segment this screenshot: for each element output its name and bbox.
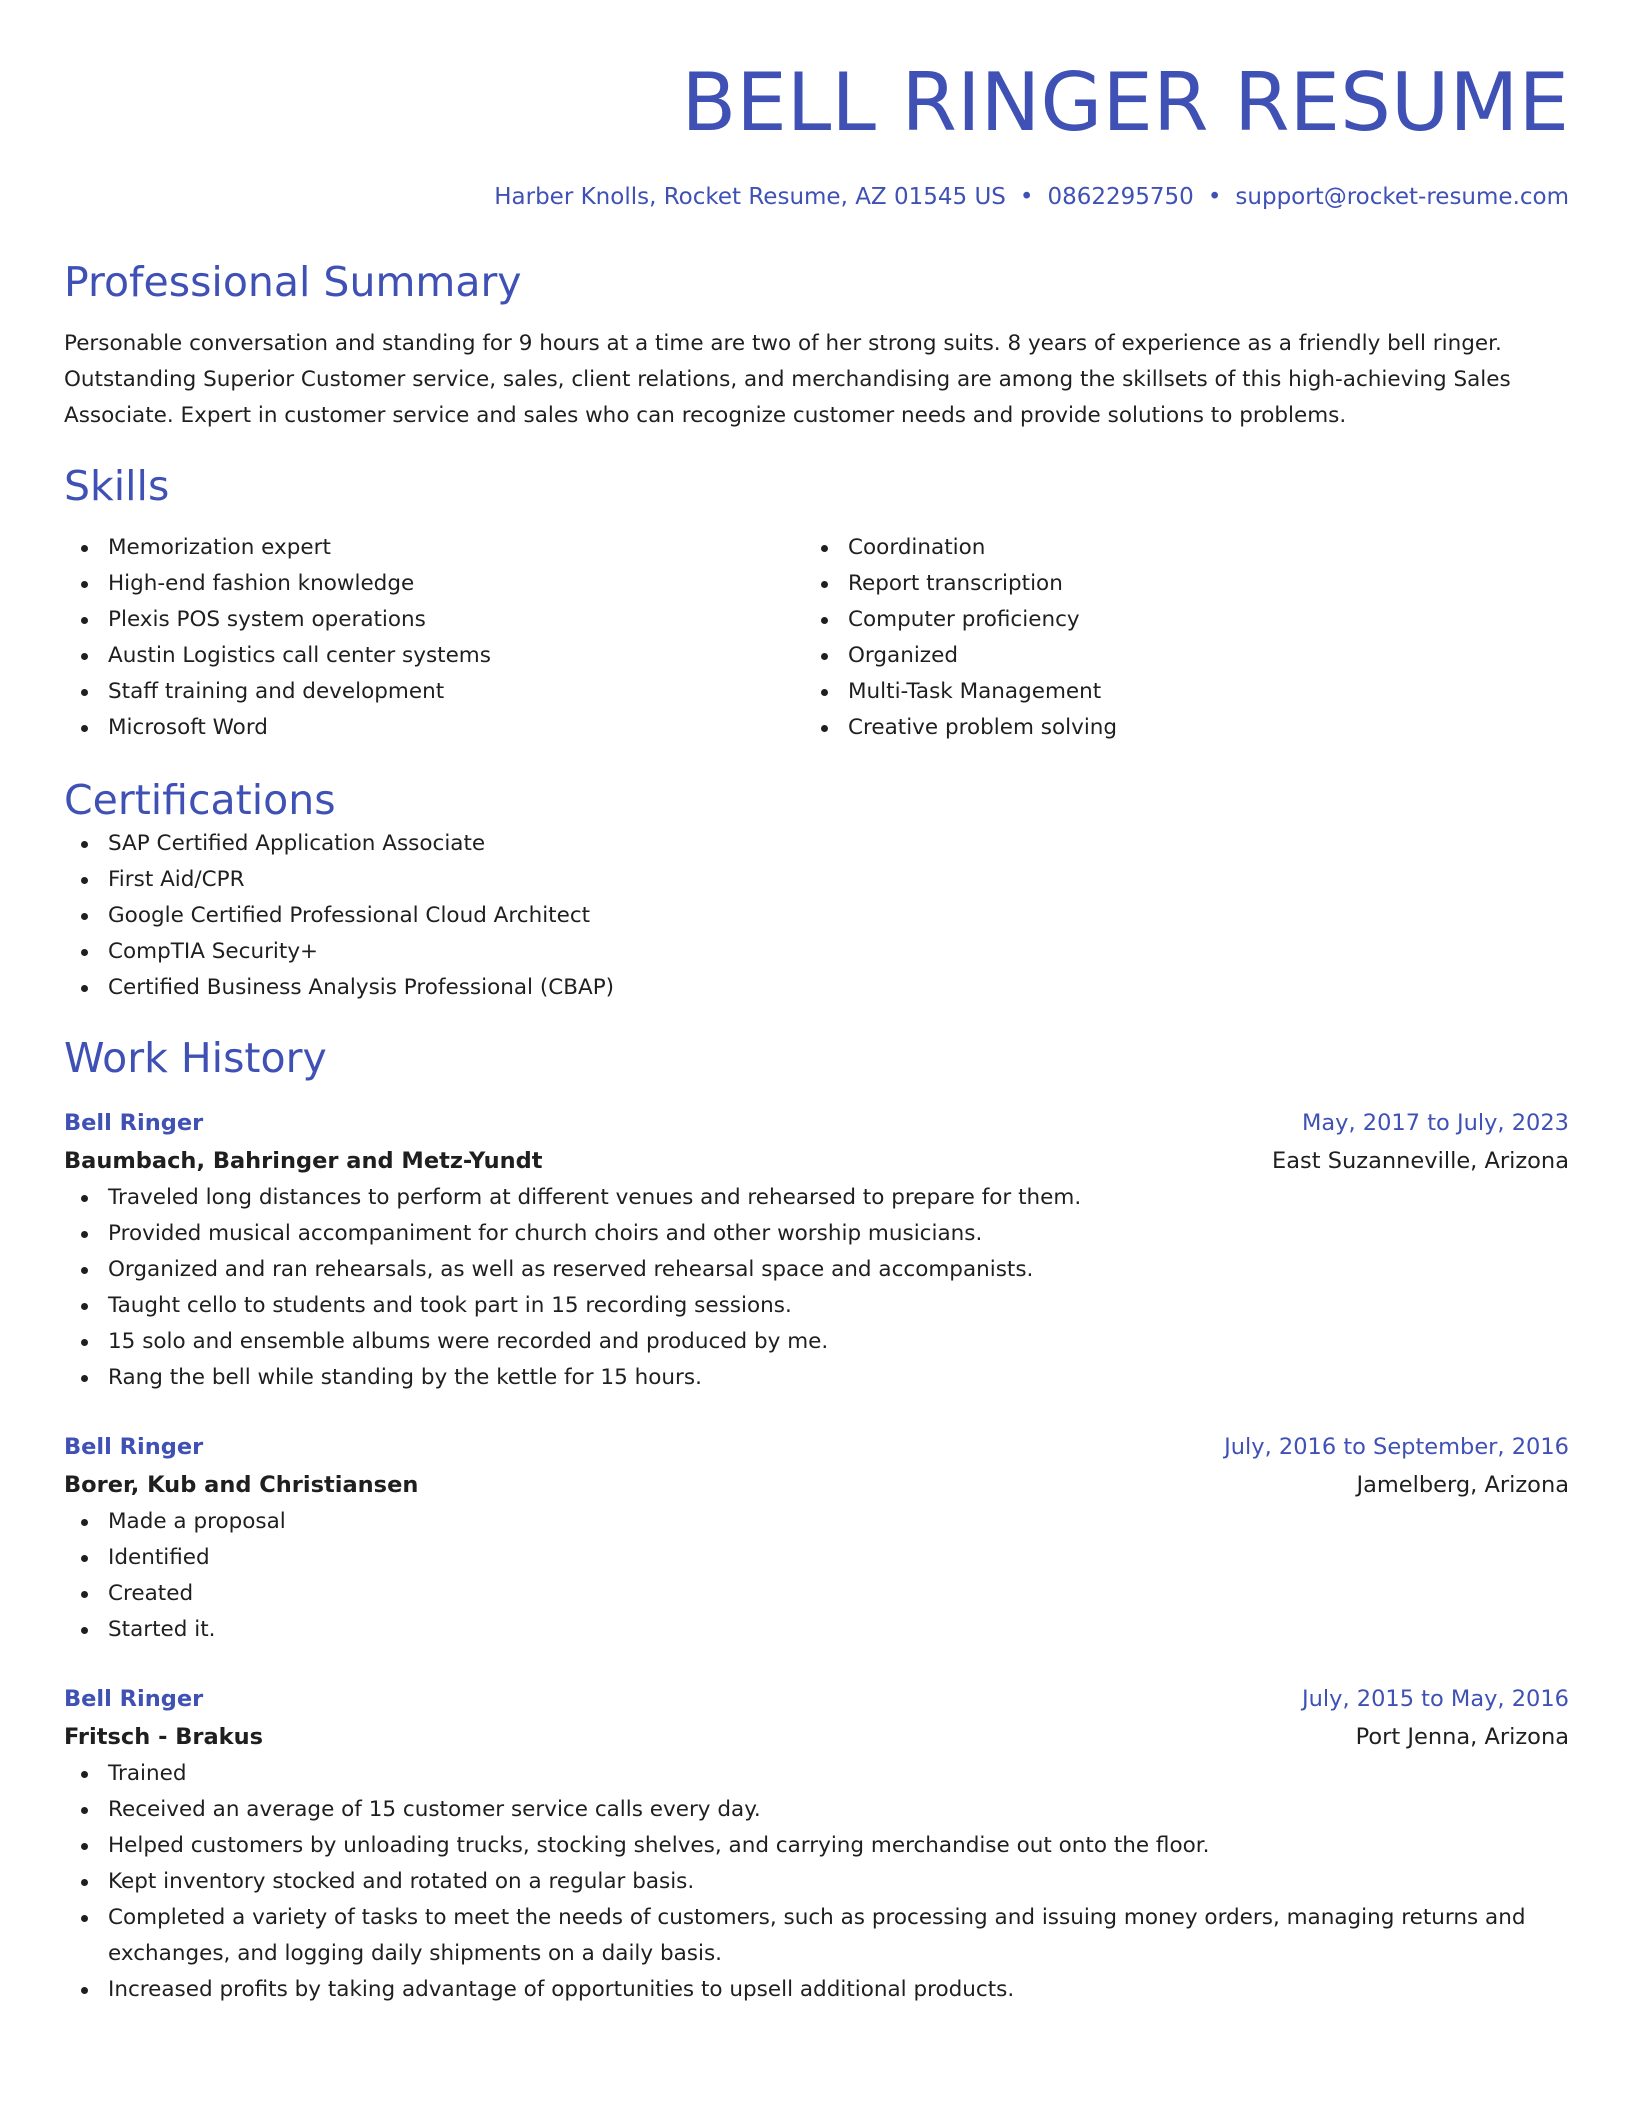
job-role: Bell Ringer [64, 1686, 204, 1712]
work-history-heading: Work History [64, 1034, 327, 1082]
job-bullet: Started it. [64, 1612, 1569, 1648]
certification-item: Certified Business Analysis Professional (CBAP) [64, 970, 1569, 1006]
job-role: Bell Ringer [64, 1434, 204, 1460]
job-location: Port Jenna, Arizona [1355, 1724, 1569, 1750]
job-dates: July, 2015 to May, 2016 [1301, 1686, 1569, 1712]
certifications-list [64, 826, 1569, 1006]
job-dates: May, 2017 to July, 2023 [1301, 1110, 1569, 1136]
job-bullet: Provided musical accompaniment for church choirs and other worship musicians. [64, 1216, 1569, 1252]
job-header-row [64, 1428, 1569, 1466]
resume-title: BELL RINGER RESUME [681, 56, 1569, 149]
job-bullet: Rang the bell while standing by the kettle for 15 hours. [64, 1360, 1569, 1396]
job-bullet: Traveled long distances to perform at different venues and rehearsed to prepare for them. [64, 1180, 1569, 1216]
job-bullet-list [64, 1180, 1569, 1396]
skill-item: Plexis POS system operations [64, 602, 804, 638]
contact-address: Harber Knolls, Rocket Resume, AZ 01545 US [494, 184, 1006, 210]
job-bullet-list [64, 1504, 1569, 1648]
skill-item: Creative problem solving [804, 710, 1544, 746]
contact-separator: • [1019, 184, 1034, 210]
skill-item: High-end fashion knowledge [64, 566, 804, 602]
contact-line [64, 182, 1569, 212]
job-bullet: 15 solo and ensemble albums were recorded and produced by me. [64, 1324, 1569, 1360]
contact-phone: 0862295750 [1047, 184, 1194, 210]
skills-list-left [64, 530, 804, 746]
skill-item: Coordination [804, 530, 1544, 566]
job-location: East Suzanneville, Arizona [1272, 1148, 1569, 1174]
job-bullet: Increased profits by taking advantage of opportunities to upsell additional products. [64, 1972, 1569, 2008]
certifications-heading: Certifications [64, 776, 336, 824]
job-bullet: Identified [64, 1540, 1569, 1576]
job-bullet: Taught cello to students and took part in 15 recording sessions. [64, 1288, 1569, 1324]
summary-text: Personable conversation and standing for 9 hours at a time are two of her strong suits. 8 years of experience as a friendly bell ringer. Outstanding Superior Customer service, sales, client relations, and merchandising are among the skillsets of this high-achieving Sales Associate. Expert in customer service and sales who can recognize customer needs and provide solutions to problems. [64, 331, 1511, 428]
job-location: Jamelberg, Arizona [1356, 1472, 1569, 1498]
job-bullet: Created [64, 1576, 1569, 1612]
skill-item: Austin Logistics call center systems [64, 638, 804, 674]
skills-column-left [64, 530, 804, 746]
summary-heading: Professional Summary [64, 258, 522, 306]
skill-item: Microsoft Word [64, 710, 804, 746]
certification-item: CompTIA Security+ [64, 934, 1569, 970]
job-entry [64, 1428, 1569, 1648]
job-dates: July, 2016 to September, 2016 [1224, 1434, 1569, 1460]
job-header-row [64, 1104, 1569, 1142]
skill-item: Computer proficiency [804, 602, 1544, 638]
job-bullet: Helped customers by unloading trucks, stocking shelves, and carrying merchandise out onto the floor. [64, 1828, 1569, 1864]
skill-item: Memorization expert [64, 530, 804, 566]
job-company: Borer, Kub and Christiansen [64, 1472, 419, 1498]
job-header-row [64, 1680, 1569, 1718]
job-bullet: Completed a variety of tasks to meet the needs of customers, such as processing and issuing money orders, managing returns and exchanges, and logging daily shipments on a daily basis. [64, 1900, 1569, 1972]
job-bullet: Trained [64, 1756, 1569, 1792]
job-entry [64, 1680, 1569, 2008]
job-company: Fritsch - Brakus [64, 1724, 264, 1750]
skill-item: Report transcription [804, 566, 1544, 602]
job-company-row [64, 1718, 1569, 1756]
skill-item: Multi-Task Management [804, 674, 1544, 710]
skill-item: Staff training and development [64, 674, 804, 710]
certification-item: First Aid/CPR [64, 862, 1569, 898]
job-bullet: Made a proposal [64, 1504, 1569, 1540]
skill-item: Organized [804, 638, 1544, 674]
job-company-row [64, 1142, 1569, 1180]
job-company-row [64, 1466, 1569, 1504]
job-entry [64, 1104, 1569, 1396]
skills-column-right [804, 530, 1544, 746]
skills-heading: Skills [64, 462, 170, 510]
job-bullet: Organized and ran rehearsals, as well as reserved rehearsal space and accompanists. [64, 1252, 1569, 1288]
job-role: Bell Ringer [64, 1110, 204, 1136]
job-bullet: Kept inventory stocked and rotated on a regular basis. [64, 1864, 1569, 1900]
contact-email: support@rocket-resume.com [1235, 184, 1569, 210]
certification-item: SAP Certified Application Associate [64, 826, 1569, 862]
skills-grid [64, 530, 1569, 746]
job-company: Baumbach, Bahringer and Metz-Yundt [64, 1148, 543, 1174]
contact-separator: • [1207, 184, 1222, 210]
skills-list-right [804, 530, 1544, 746]
certification-item: Google Certified Professional Cloud Architect [64, 898, 1569, 934]
job-bullet-list [64, 1756, 1569, 2008]
resume-header [64, 56, 1569, 212]
job-bullet: Received an average of 15 customer service calls every day. [64, 1792, 1569, 1828]
